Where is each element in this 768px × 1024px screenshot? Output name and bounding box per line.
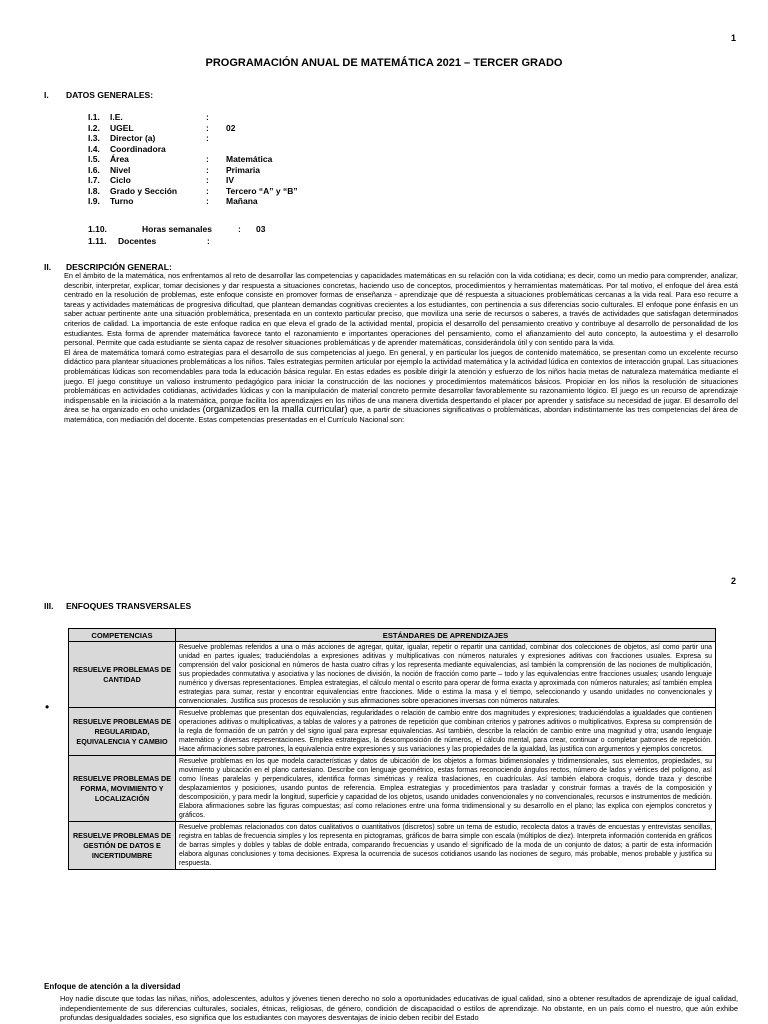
datos-colon: :: [207, 236, 210, 246]
descripcion-text: El área de matemática tomará como estrategias para el desarrollo de sus competencias al juego. En general, y en particular los juegos de contenido matemático, se presentan como un excelente recurso didáctico para plantear situaciones problemáticas a los niños. Tales estrategias permiten articular por ejemplo la actividad matemática y la actividad lúdica en contextos de interacción grupal. Las situaciones problemáticas lúdicas son recomendables para toda la educación básica regular. En estas edades es posible dirigir la atención y esfuerzo de los niños hacia metas de naturaleza matemática mediante el juego. El juego constituye un valioso instrumento pedagógico para iniciar la construcción de las nociones y procedimientos matemáticos básicos. Propiciar en los niños la resolución de situaciones problemáticas en actividades cotidianas, actividades lúdicas y con la manipulación de material concreto permite desarrollar favorablemente su razonamiento lógico. El juego es un recurso de aprendizaje indispensable en la iniciación a la matemática, porque facilita los aprendizajes en los niños de una manera divertida despertando el placer por aprender y satisface su necesidad de jugar. El desarrollo del área se ha organizado en ocho unidades: [64, 347, 738, 415]
section-heading-enfoques: [44, 601, 191, 611]
descripcion-paragraph: En el ámbito de la matemática, nos enfrentamos al reto de desarrollar las competencias y capacidades matemáticas en su relación con la vida cotidiana; es decir, como un medio para comprender, analizar, describir, interpretar, explicar, tomar decisiones y dar respuesta a situaciones concretas, haciendo uso de conceptos, procedimientos y herramientas matemáticas. Por tal motivo, el enfoque del área está centrado en la resolución de problemas, este enfoque consiste en promover formas de enseñanza - aprendizaje que dé respuesta a situaciones problemáticas cercanas a la vida real. Para eso recurre a tareas y actividades matemáticas de progresiva dificultad, que plantean demandas cognitivas crecientes a los estudiantes, con pertinencia a sus diferencias socio culturales. El enfoque pone énfasis en un saber actuar pertinente ante una situación problemática, presentada en un contexto particular preciso, que moviliza una serie de recursos o saberes, a través de actividades que satisfagan determinados criterios de calidad. La importancia de este enfoque radica en que eleva el grado de la actividad mental, propicia el desarrollo del pensamiento creativo y contribuye al desarrollo de personalidad de los estudiantes. Esta forma de aprender matemática favorece tanto el razonamiento e importantes operaciones del pensamiento, como el afianzamiento del auto concepto, la autoestima y el desarrollo personal. Permite que cada estudiante se sienta capaz de resolver situaciones problemáticas y de aprender matemáticas, considerándola útil y con sentido para la vida.: [64, 271, 738, 348]
datos-value: IV: [226, 175, 235, 185]
competencias-table: [68, 628, 716, 870]
datos-colon: :: [206, 196, 209, 206]
datos-label: Ciclo: [110, 175, 131, 185]
datos-number: I.5.: [88, 154, 100, 164]
datos-label: Turno: [110, 196, 134, 206]
competencia-cell: RESUELVE PROBLEMAS DE CANTIDAD: [69, 642, 176, 708]
datos-value: [226, 133, 346, 144]
datos-colon: :: [206, 122, 209, 133]
descripcion-text-large: (organizados en la malla curricular): [202, 404, 348, 415]
descripcion-paragraph: [64, 348, 738, 425]
datos-row: [88, 123, 346, 134]
datos-value: [226, 144, 346, 155]
datos-label: Área: [110, 154, 129, 164]
estandar-cell: Resuelve problemas en los que modela características y datos de ubicación de los objetos a formas bidimensionales y tridimensionales, sus elementos, propiedades, su movimiento y ubicación en el plano cartesiano. Describe con lenguaje geométrico, estas formas reconociendo ángulos rectos, número de lados y vértices del polígono, así como líneas paralelas y perpendiculares, identifica formas simétricas y realiza traslaciones, en cuadrículas. Así también elabora croquis, donde traza y describe desplazamientos y posiciones, usando puntos de referencia. Emplea estrategias y procedimientos para trasladar y construir formas a través de la composición y descomposición, y para medir la longitud, superficie y capacidad de los objetos, usando unidades convencionales y no convencionales, recursos e instrumentos de medición. Elabora afirmaciones sobre las figuras compuestas; así como relaciones entre una forma tridimensional y su desarrollo en el plano; las explica con ejemplos concretos y gráficos.: [176, 756, 716, 822]
datos-generales-table: [88, 112, 346, 207]
table-row: [69, 756, 716, 822]
enfoque-paragraph: Hoy nadie discute que todas las niñas, niños, adolescentes, adultos y jóvenes tienen derecho no solo a oportunidades educativas de igual calidad, sino a obtener resultados de aprendizaje de igual calidad, independientemente de sus diferencias culturales, sociales, étnicas, religiosas, de género, condición de discapacidad o estilos de aprendizaje. No obstante, en un país como el nuestro, que aún exhibe profundas desigualdades sociales, eso significa que los estudiantes con mayores desventajas de inicio deben recibir del Estado: [60, 994, 738, 1023]
datos-row: [88, 196, 346, 207]
table-header-row: [69, 629, 716, 642]
datos-value: 03: [256, 224, 266, 234]
page-number: 1: [730, 33, 736, 43]
section-number: II.: [44, 262, 52, 272]
table-row: [69, 642, 716, 708]
datos-number: 1.11.: [88, 236, 107, 246]
datos-colon: :: [206, 133, 209, 143]
section-heading-datos-generales: [44, 90, 153, 100]
enfoque-heading: Enfoque de atención a la diversidad: [44, 982, 181, 991]
datos-number: I.3.: [88, 133, 100, 143]
datos-number: I.2.: [88, 122, 100, 133]
datos-colon: :: [206, 185, 209, 196]
datos-value: 02: [226, 122, 236, 133]
datos-colon: :: [238, 224, 241, 234]
datos-label: Horas semanales: [142, 224, 212, 234]
datos-number: I.7.: [88, 175, 100, 185]
datos-row: [88, 154, 346, 165]
section-number: I.: [44, 90, 49, 100]
datos-colon: :: [206, 164, 209, 175]
datos-row-horas: [88, 224, 265, 234]
datos-value: [226, 112, 346, 123]
table-row: [69, 708, 716, 756]
competencia-cell: RESUELVE PROBLEMAS DE REGULARIDAD, EQUIVALENCIA Y CAMBIO: [69, 708, 176, 756]
competencia-cell: RESUELVE PROBLEMAS DE FORMA, MOVIMIENTO Y LOCALIZACIÓN: [69, 756, 176, 822]
datos-row: [88, 144, 346, 155]
datos-colon: :: [206, 112, 209, 122]
datos-colon: [206, 144, 226, 155]
section-number: III.: [44, 601, 54, 611]
datos-row: [88, 186, 346, 197]
document-title: PROGRAMACIÓN ANUAL DE MATEMÁTICA 2021 – TERCER GRADO: [205, 57, 563, 69]
datos-value: Tercero “A” y “B”: [226, 185, 298, 196]
datos-value: Mañana: [226, 196, 258, 206]
datos-row: [88, 165, 346, 176]
descripcion-body: [64, 271, 738, 425]
datos-label: I.E.: [110, 112, 123, 122]
datos-label: Coordinadora: [110, 143, 166, 154]
datos-colon: :: [206, 175, 209, 185]
datos-number: 1.10.: [88, 224, 107, 234]
bullet-point: •: [45, 700, 50, 714]
datos-label: Director (a): [110, 133, 156, 143]
estandar-cell: Resuelve problemas relacionados con datos cualitativos o cuantitativos (discretos) sobre un tema de estudio, recolecta datos a través de encuestas y entrevistas sencillas, registra en tablas de frecuencia simples y los representa en pictogramas, gráficos de barra simple con escala (múltiplos de diez). Interpreta información contenida en gráficos de barras simples y dobles y tablas de doble entrada, comparando frecuencias y usando el significado de la moda de un conjunto de datos; a partir de esta información elabora algunas conclusiones y toma decisiones. Expresa la ocurrencia de sucesos cotidianos usando las nociones de seguro, más probable, menos probable y justifica su respuesta.: [176, 822, 716, 870]
column-header: ESTÁNDARES DE APRENDIZAJES: [176, 629, 716, 642]
datos-label: UGEL: [110, 122, 134, 133]
datos-number: I.1.: [88, 112, 100, 122]
estandar-cell: Resuelve problemas que presentan dos equivalencias, regularidades o relación de cambio entre dos magnitudes y expresiones; traduciéndolas a igualdades que contienen operaciones aditivas o multiplicativas, a tablas de valores y a patrones de repetición que combinan criterios y patrones aditivos o multiplicativos. Expresa su comprensión de la regla de formación de un patrón y del signo igual para expresar equivalencias. Así también, describe la relación de cambio entre una magnitud y otra; usando lenguaje matemático y diversas representaciones. Emplea estrategias, la descomposición de números, el cálculo mental, para crear, continuar o completar patrones de repetición. Hace afirmaciones sobre patrones, la equivalencia entre expresiones y sus variaciones y las propiedades de la igualdad, las justifica con argumentos y ejemplos concretos.: [176, 708, 716, 756]
datos-colon: :: [206, 154, 209, 164]
datos-row: [88, 133, 346, 144]
datos-row-docentes: [88, 236, 210, 246]
datos-number: I.8.: [88, 185, 100, 196]
datos-value: Primaria: [226, 164, 261, 175]
datos-label: Grado y Sección: [110, 185, 178, 196]
section-title: DATOS GENERALES:: [66, 90, 154, 100]
estandar-cell: Resuelve problemas referidos a una o más acciones de agregar, quitar, igualar, repetir o repartir una cantidad, combinar dos colecciones de objetos, así como partir una unidad en partes iguales; traduciéndolas a expresiones aditivas y multiplicativas con números naturales y expresiones aditivas con fracciones usuales. Expresa su comprensión del valor posicional en números de hasta cuatro cifras y los representa mediante equivalencias, así también la comprensión de las nociones de multiplicación, sus propiedades conmutativa y asociativa y las nociones de división, la noción de fracción como parte – todo y las equivalencias entre fracciones usuales; usando lenguaje numérico y diversas representaciones. Emplea estrategias, el cálculo mental o escrito para operar de forma exacta y aproximada con números naturales; así también emplea estrategias para sumar, restar y encontrar equivalencias entre fracciones. Mide o estima la masa y el tiempo, seleccionando y usando unidades no convencionales y convencionales. Justifica sus procesos de resolución y sus afirmaciones sobre operaciones inversas con números naturales.: [176, 642, 716, 708]
descripcion-text: que, a partir de situaciones significativas o problemáticas, abordan indistintamente las tres competencias del área de matemática, con mediación del docente. Estas competencias presentadas en el Currículo Nacional son:: [64, 405, 738, 424]
section-title: ENFOQUES TRANSVERSALES: [66, 601, 192, 611]
datos-label: Nivel: [110, 164, 131, 175]
page-number: 2: [730, 576, 736, 586]
datos-label: Docentes: [118, 236, 157, 246]
section-title: DESCRIPCIÓN GENERAL:: [66, 262, 172, 272]
column-header: COMPETENCIAS: [69, 629, 176, 642]
datos-value: Matemática: [226, 154, 273, 164]
datos-row: [88, 175, 346, 186]
table-row: [69, 822, 716, 870]
competencia-cell: RESUELVE PROBLEMAS DE GESTIÓN DE DATOS E INCERTIDUMBRE: [69, 822, 176, 870]
datos-number: I.9.: [88, 196, 100, 206]
datos-number: I.4.: [88, 143, 100, 154]
datos-number: I.6.: [88, 164, 100, 175]
datos-row: [88, 112, 346, 123]
